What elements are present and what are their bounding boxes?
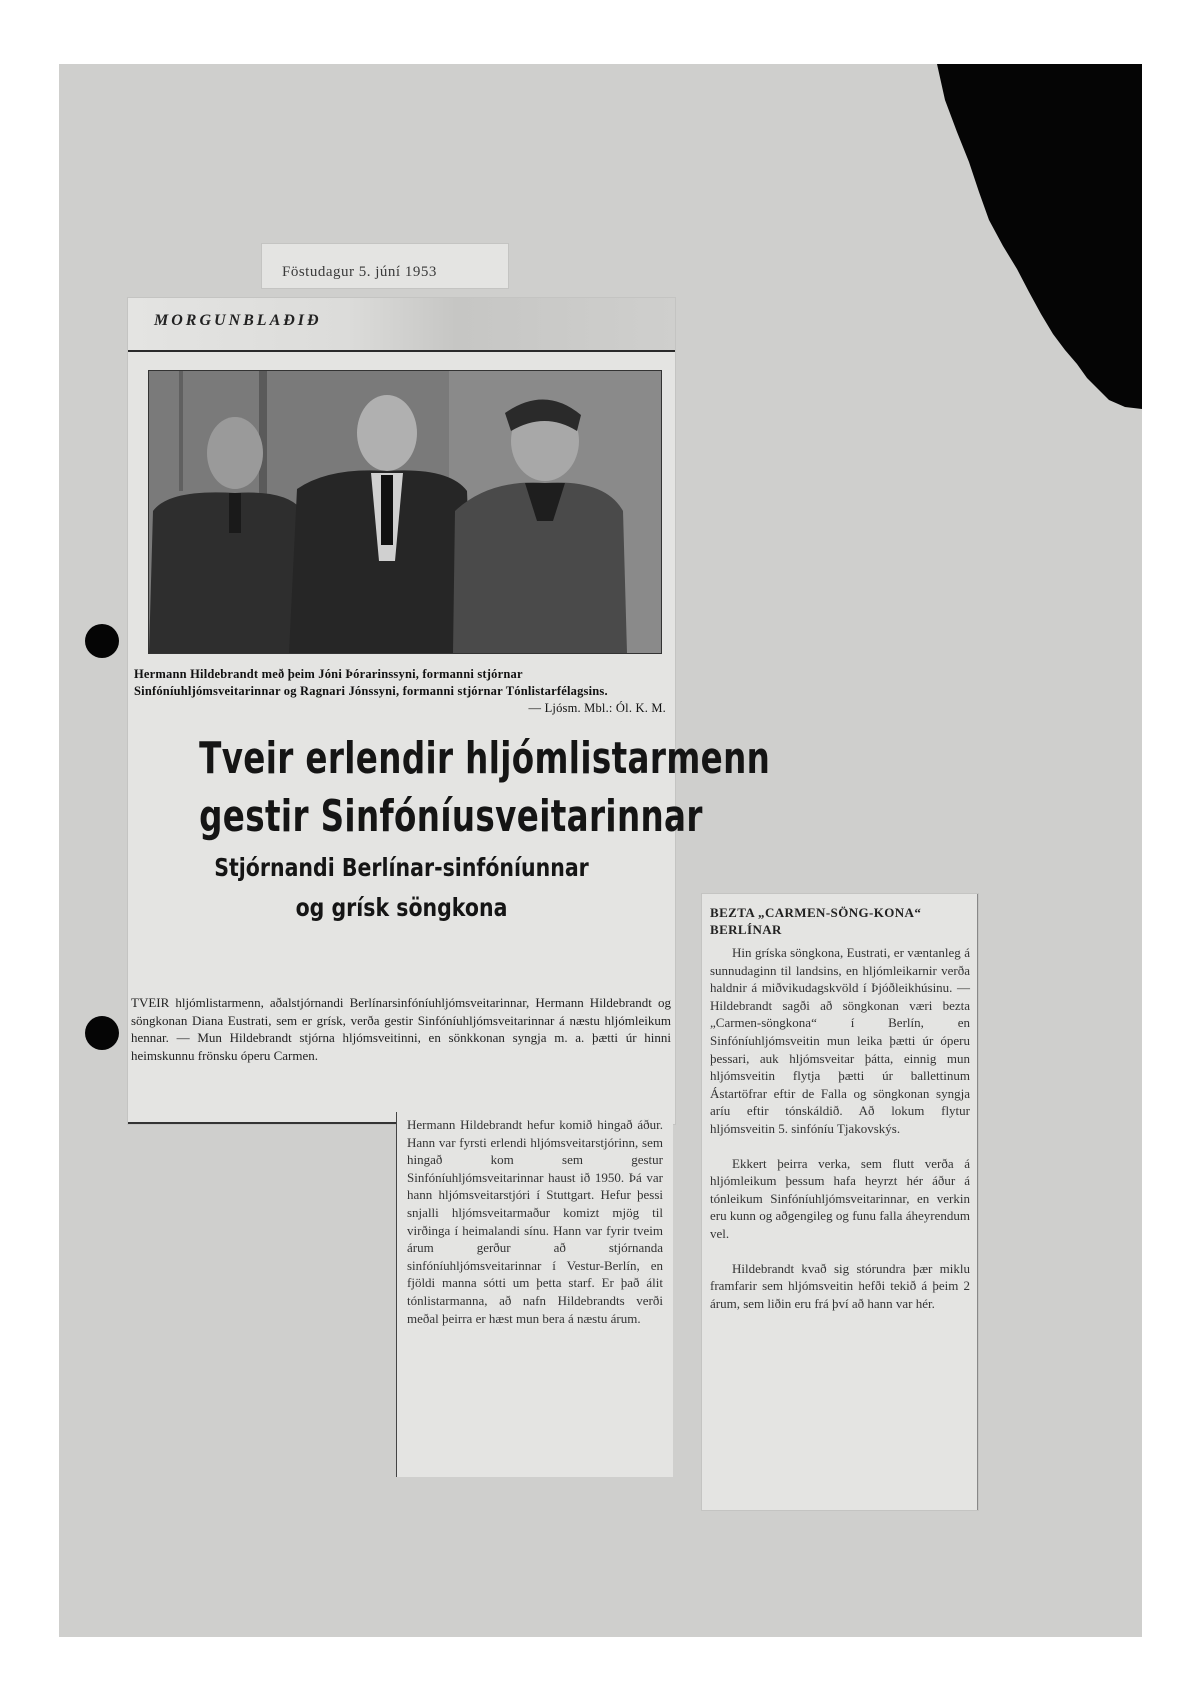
subheadline-line-2: og grísk söngkona [295,893,508,922]
continuation-text: Hermann Hildebrandt hefur komið hingað áður. Hann var fyrsti erlendi hljómsveitarstjórinn, sem hingað kom sem gestur Sinfóníuhljómsveitarinnar haust ið 1950. Þá var hann hljómsveitarstjóri í Stuttgart. Hefur þessi snjalli hljómsveitarmaður komizt mjög til virðinga í heimalandi sínu. Hann var fyrir tveim árum gerður að stjórnanda sinfóníuhljómsveitarinnar í Vestur-Berlín, en fjöldi manna sótti um þetta starf. Er það álit tónlistarmanna, að nafn Hildebrandts verði meðal þeirra er hæst mun bera á næstu árum. [407,1117,663,1326]
sidebar-edge [977,894,978,1510]
sidebar-paragraph-1: Hin gríska söngkona, Eustrati, er væntanleg á sunnudaginn til landsins, en hljómleikarnir verða haldnir á miðvikudagskvöld í Þjóðleikhúsinu. — Hildebrandt sagði að söngkonan væri bezta „Carmen-söngkona“ í Berlín, en Sinfóníuhljómsveitin mun leika þætti úr óperu þessari, auk hljómsveitar þátta, einnig mun hljómsveitin flytja þætti úr ballettinum Ástartöfrar eftir de Falla og söngkonan syngja aríu eftir tónskáldið. Að lokum flytur hljómsveitin 5. sinfóníu Tjakovskýs. [710,945,970,1136]
date-clipping [262,244,508,288]
headline-line-1: Tveir erlendir hljómlistarmenn [199,733,771,784]
article-photo [148,370,662,654]
sidebar-paragraph-2: Ekkert þeirra verka, sem flutt verða á hljómleikum þessum hafa heyrzt hér áður á tónleikum Sinfóníuhljómsveitarinnar, en verkin eru kunn og aðgengileg og funu falla áheyrendum vel. [710,1155,970,1241]
newspaper-name: MORGUNBLAÐIÐ [154,312,322,329]
masthead [128,298,675,352]
sidebar-heading: BEZTA „CARMEN-SÖNG-KONA“ BERLÍNAR [710,905,922,937]
divider-rule [128,1122,408,1124]
caption-text: Hermann Hildebrandt með þeim Jóni Þórarinssyni, formanni stjórnar Sinfóníuhljómsveitarinnar og Ragnari Jónssyni, formanni stjórnar Tónlistarfélagsins. [134,667,608,698]
punch-hole-bottom [85,1016,119,1050]
punch-hole-top [85,624,119,658]
subheadline-line-1: Stjórnandi Berlínar-sinfóníunnar [214,853,589,882]
sidebar-clipping [702,894,978,1510]
issue-date: Föstudagur 5. júní 1953 [282,264,437,280]
photo-credit: — Ljósm. Mbl.: Ól. K. M. [528,701,666,715]
headline-line-2: gestir Sinfóníusveitarinnar [199,791,703,842]
headline-block [128,730,771,926]
photo-caption [134,666,670,717]
lead-paragraph: TVEIR hljómlistarmenn, aðalstjórnandi Berlínarsinfóníuhljómsveitarinnar, Hermann Hildebrandt og söngkonan Diana Eustrati, sem er grísk, verða gestir Sinfóníuhljómsveitarinnar á næstu hljómleikum hennar. — Mun Hildebrandt stjórna hljómsveitinni, en sönkkonan syngja m. a. þætti úr hinni heimskunnu frönsku óperu Carmen. [131,995,671,1063]
sidebar-paragraph-3: Hildebrandt kvað sig stórundra þær miklu framfarir sem hljómsveitin hefði tekið á þeim 2 árum, sem liðin eru frá því að hann var hér. [710,1260,970,1311]
photo-three-men [149,371,661,653]
article-continuation-column [396,1112,673,1477]
main-article-clipping [128,298,771,1124]
sidebar-body [710,944,970,1329]
